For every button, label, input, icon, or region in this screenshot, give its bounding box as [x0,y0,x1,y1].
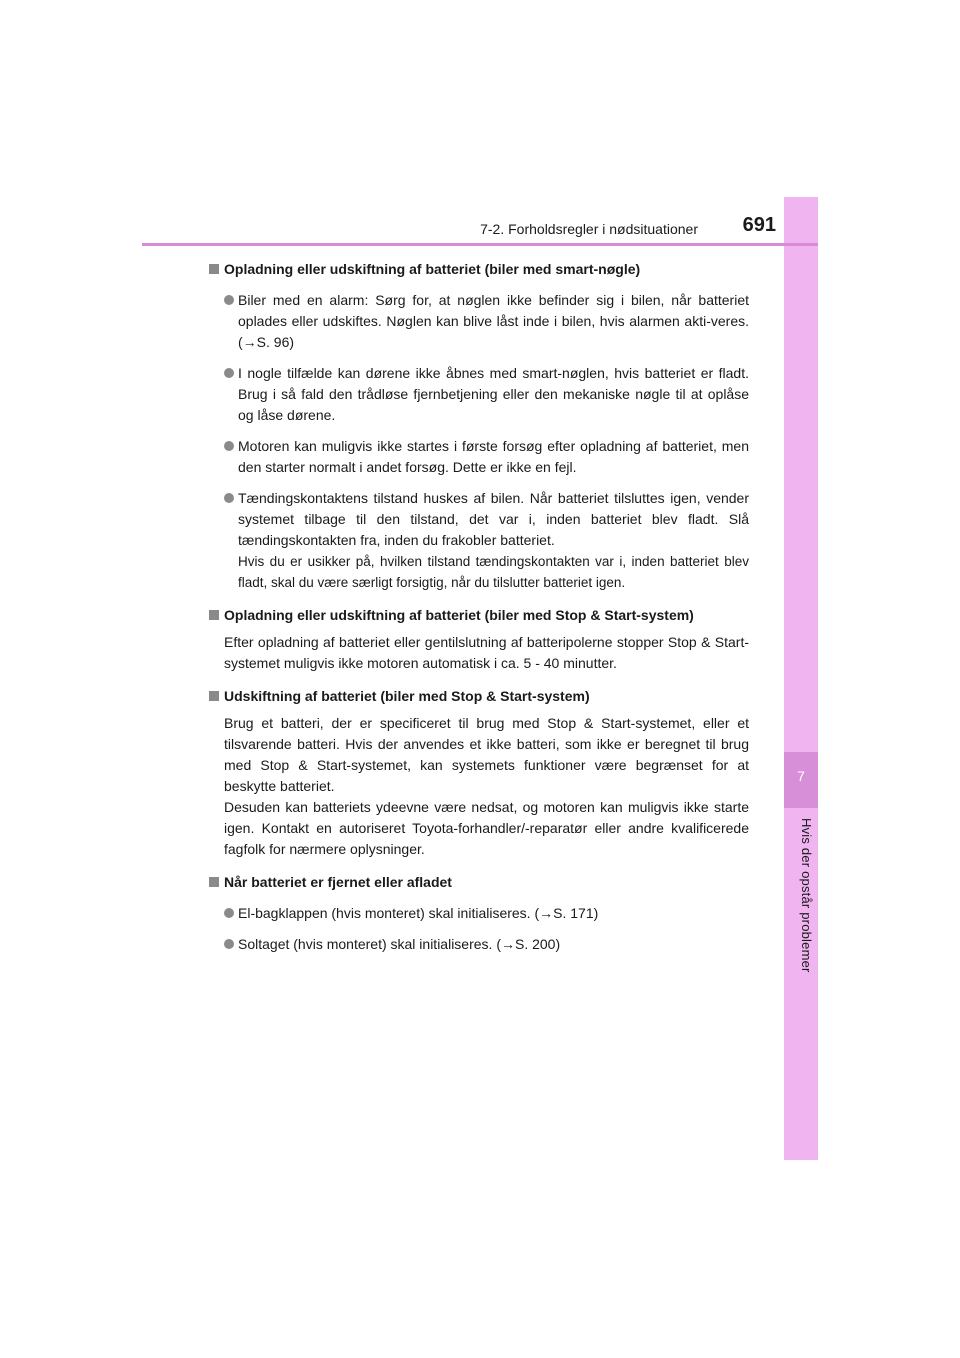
square-bullet-icon [209,877,219,887]
list-item: Biler med en alarm: Sørg for, at nøglen ikke befinder sig i bilen, når batteriet oplades eller udskiftes. Nøglen kan blive låst inde i bilen, hvis alarmen akti-veres. (→S. 96) [209,290,749,353]
section-title: Opladning eller udskiftning af batteriet (biler med Stop & Start-system) [209,605,749,626]
round-bullet-icon [224,295,234,305]
section-title: Udskiftning af batteriet (biler med Stop & Start-system) [209,686,749,707]
square-bullet-icon [209,691,219,701]
section-paragraph: Desuden kan batteriets ydeevne være nedsat, og motoren kan muligvis ikke starte igen. Kontakt en autoriseret Toyota-forhandler/-reparatør eller andre kvalificerede fagfolk for nærmere oplysninger. [224,799,749,857]
section-title: Når batteriet er fjernet eller afladet [209,872,749,893]
list-item: El-bagklappen (hvis monteret) skal initialiseres. (→S. 171) [209,903,749,924]
page-content [209,253,749,955]
header-rule [142,243,818,246]
section-paragraph: Efter opladning af batteriet eller gentilslutning af batteripolerne stopper Stop & Start-systemet muligvis ikke motoren automatisk i ca. 5 - 40 minutter. [224,634,749,671]
section-heading: 7-2. Forholdsregler i nødsituationer [480,221,698,237]
round-bullet-icon [224,368,234,378]
chapter-title: Hvis der opstår problemer [799,818,814,973]
chapter-number: 7 [797,768,805,784]
list-item: Motoren kan muligvis ikke startes i første forsøg efter opladning af batteriet, men den starter normalt i andet forsøg. Dette er ikke en fejl. [209,436,749,478]
list-item: Tændingskontaktens tilstand huskes af bilen. Når batteriet tilsluttes igen, vender systemet tilbage til den tilstand, det var i, inden batteriet blev fladt. Slå tændingskontakten fra, inden du frakobler batteriet. [209,488,749,551]
page-number: 691 [742,214,776,236]
round-bullet-icon [224,493,234,503]
section-paragraph: Brug et batteri, der er specificeret til brug med Stop & Start-systemet, eller et tilsvarende batteri. Hvis der anvendes et ikke batteri, som ikke er beregnet til brug med Stop & Start-systemet, kan systemets funktioner være begrænset for at beskytte batteriet. [224,715,749,794]
square-bullet-icon [209,264,219,274]
list-item-note: Hvis du er usikker på, hvilken tilstand tændingskontakten var i, inden batteriet blev fladt, skal du være særligt forsigtig, når du tilslutter batteriet igen. [238,554,749,590]
chapter-side-tab [784,197,818,1160]
round-bullet-icon [224,441,234,451]
list-item: I nogle tilfælde kan dørene ikke åbnes med smart-nøglen, hvis batteriet er fladt. Brug i så fald den trådløse fjernbetjening eller den mekaniske nøgle til at oplåse og låse dørene. [209,363,749,426]
square-bullet-icon [209,610,219,620]
list-item: Soltaget (hvis monteret) skal initialiseres. (→S. 200) [209,934,749,955]
round-bullet-icon [224,908,234,918]
section-title: Opladning eller udskiftning af batteriet (biler med smart-nøgle) [209,259,749,280]
round-bullet-icon [224,939,234,949]
